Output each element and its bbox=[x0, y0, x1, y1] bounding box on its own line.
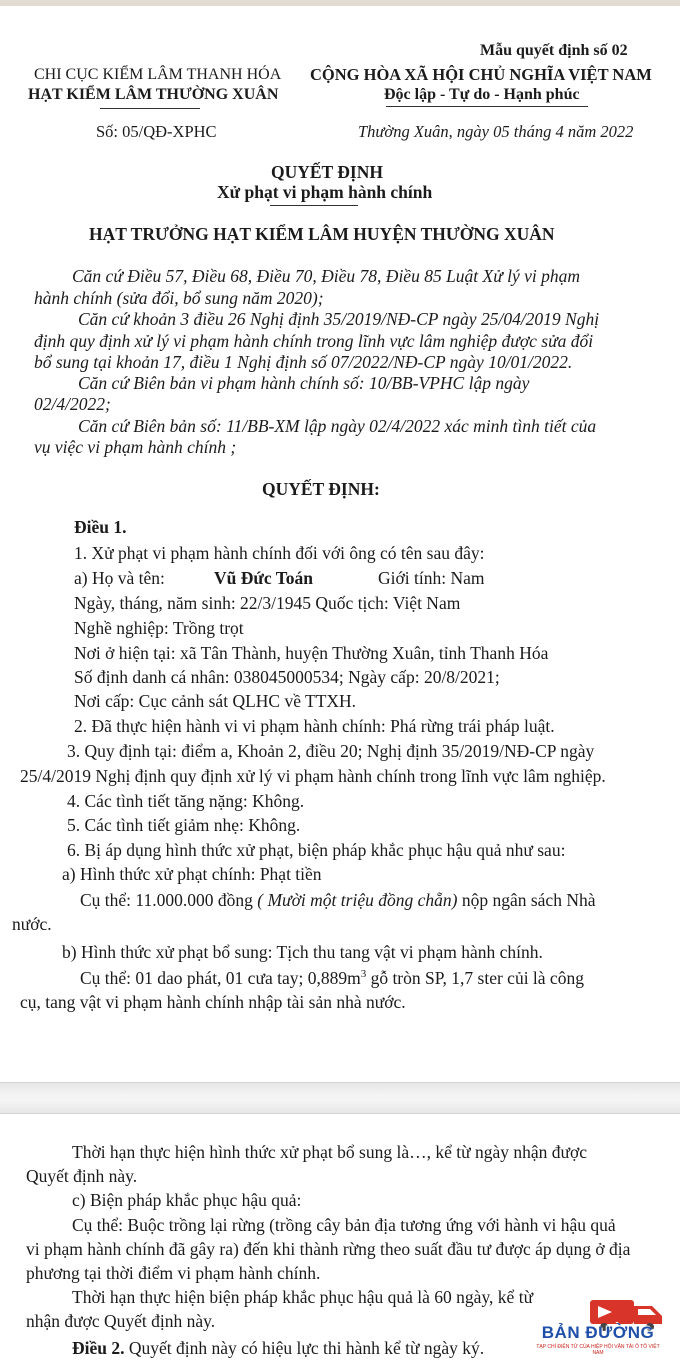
watermark-tagline: TẠP CHÍ ĐIỆN TỬ CỦA HIỆP HỘI VẬN TẢI Ô TÔ VIỆT NAM bbox=[536, 1344, 660, 1356]
fine-line-cont: nước. bbox=[12, 914, 52, 934]
birth-nationality: Ngày, tháng, năm sinh: 22/3/1945 Quốc tịch: Việt Nam bbox=[74, 593, 461, 613]
watermark-name: BẢN ĐƯỜNG bbox=[541, 1323, 655, 1342]
remedy-deadline-line-2: nhận được Quyết định này. bbox=[26, 1311, 216, 1331]
preamble-line-7: 02/4/2022; bbox=[34, 394, 111, 414]
article-1-intro: 1. Xử phạt vi phạm hành chính đối với ông có tên sau đây: bbox=[74, 543, 485, 563]
deadline-line-1: Thời hạn thực hiện hình thức xử phạt bổ sung là…, kể từ ngày nhận được bbox=[72, 1142, 588, 1162]
place-date: Thường Xuân, ngày 05 tháng 4 năm 2022 bbox=[358, 122, 634, 141]
name-label: a) Họ và tên: bbox=[74, 568, 165, 588]
violation: 2. Đã thực hiện hành vi vi phạm hành chính: Phá rừng trái pháp luật. bbox=[74, 716, 555, 736]
preamble-line-9: vụ việc vi phạm hành chính ; bbox=[34, 437, 237, 457]
document-heading: QUYẾT ĐỊNH bbox=[271, 162, 383, 182]
article-2-line bbox=[72, 1337, 484, 1359]
mitigating: 5. Các tình tiết giảm nhẹ: Không. bbox=[67, 815, 301, 835]
regulation-line-1: 3. Quy định tại: điểm a, Khoản 2, điều 20; Nghị định 35/2019/NĐ-CP ngày bbox=[67, 741, 595, 761]
decision-heading: QUYẾT ĐỊNH: bbox=[262, 479, 380, 499]
name-value: Vũ Đức Toán bbox=[214, 568, 314, 588]
extra-detail-cont: cụ, tang vật vi phạm hành chính nhập tài sản nhà nước. bbox=[20, 992, 406, 1012]
remedy-deadline-line-1: Thời hạn thực hiện biện pháp khắc phục hậu quả là 60 ngày, kể từ bbox=[72, 1287, 534, 1307]
occupation: Nghề nghiệp: Trồng trọt bbox=[74, 618, 244, 638]
issuing-authority: HẠT TRƯỞNG HẠT KIỂM LÂM HUYỆN THƯỜNG XUÂN bbox=[89, 224, 555, 244]
id-number: Số định danh cá nhân: 038045000534; Ngày cấp: 20/8/2021; bbox=[74, 667, 500, 687]
remedy-heading: c) Biện pháp khắc phục hậu quả: bbox=[72, 1190, 302, 1210]
document-number: Số: 05/QĐ-XPHC bbox=[96, 122, 217, 141]
preamble-line-6: Căn cứ Biên bản vi phạm hành chính số: 10/BB-VPHC lập ngày bbox=[78, 373, 530, 393]
extra-penalty: b) Hình thức xử phạt bổ sung: Tịch thu tang vật vi phạm hành chính. bbox=[62, 942, 543, 962]
cubic-superscript: 3 bbox=[360, 968, 367, 981]
preamble-line-8: Căn cứ Biên bản số: 11/BB-XM lập ngày 02/4/2022 xác minh tình tiết của bbox=[78, 416, 597, 436]
agency-underline bbox=[100, 108, 200, 109]
preamble-line-3: Căn cứ khoản 3 điều 26 Nghị định 35/2019/NĐ-CP ngày 25/04/2019 Nghị bbox=[78, 309, 600, 329]
preamble-line-4: định quy định xử lý vi phạm hành chính trong lĩnh vực lâm nghiệp được sửa đổi bbox=[34, 331, 594, 351]
motto: Độc lập - Tự do - Hạnh phúc bbox=[384, 86, 580, 103]
fine-in-words: ( Mười một triệu đồng chẵn) bbox=[257, 890, 458, 910]
agency-name: HẠT KIỂM LÂM THƯỜNG XUÂN bbox=[28, 86, 279, 103]
deadline-line-2: Quyết định này. bbox=[26, 1166, 138, 1186]
page-separator bbox=[0, 1082, 680, 1114]
gender: Giới tính: Nam bbox=[378, 568, 485, 588]
motto-underline bbox=[386, 106, 588, 107]
regulation-line-2: 25/4/2019 Nghị định quy định xử lý vi phạm hành chính trong lĩnh vực lâm nghiệp. bbox=[20, 766, 606, 786]
nation-title: CỘNG HÒA XÃ HỘI CHỦ NGHĨA VIỆT NAM bbox=[310, 65, 652, 84]
remedy-line-2: vi phạm hành chính đã gây ra) đến khi thành rừng theo suất đầu tư được áp dụng ở địa bbox=[26, 1239, 631, 1259]
article-2-label: Điều 2. bbox=[72, 1338, 125, 1358]
watermark-logo bbox=[532, 1296, 672, 1356]
article-2-text: Quyết định này có hiệu lực thi hành kể từ ngày ký. bbox=[128, 1338, 485, 1358]
agency-parent: CHI CỤC KIỂM LÂM THANH HÓA bbox=[34, 66, 282, 83]
fine-destination: nộp ngân sách Nhà bbox=[461, 890, 596, 910]
remedy-line-3: phương tại thời điểm vi phạm hành chính. bbox=[26, 1263, 321, 1283]
extra-detail-a: Cụ thể: 01 dao phát, 01 cưa tay; 0,889m bbox=[80, 968, 361, 988]
form-number: Mẫu quyết định số 02 bbox=[480, 42, 628, 59]
fine-amount: Cụ thể: 11.000.000 đồng bbox=[80, 890, 253, 910]
subheading-underline bbox=[270, 205, 358, 206]
aggravating: 4. Các tình tiết tăng nặng: Không. bbox=[67, 791, 305, 811]
preamble-line-2: hành chính (sửa đổi, bổ sung năm 2020); bbox=[34, 288, 324, 308]
main-penalty: a) Hình thức xử phạt chính: Phạt tiền bbox=[62, 864, 322, 884]
remedy-line-1: Cụ thể: Buộc trồng lại rừng (trồng cây bản địa tương ứng với hành vi hậu quả bbox=[72, 1215, 616, 1235]
preamble-line-5: bổ sung tại khoản 17, điều 1 Nghị định số 07/2022/NĐ-CP ngày 10/01/2022. bbox=[34, 352, 573, 372]
article-1-heading: Điều 1. bbox=[74, 517, 127, 537]
document-subheading: Xử phạt vi phạm hành chính bbox=[217, 182, 433, 202]
preamble-line-1: Căn cứ Điều 57, Điều 68, Điều 70, Điều 78, Điều 85 Luật Xử lý vi phạm bbox=[72, 266, 581, 286]
issued-by: Nơi cấp: Cục cảnh sát QLHC về TTXH. bbox=[74, 691, 357, 711]
extra-detail-b: gỗ tròn SP, 1,7 ster củi là công bbox=[370, 968, 584, 988]
extra-detail-line bbox=[80, 967, 584, 989]
fine-line bbox=[80, 889, 595, 911]
measures: 6. Bị áp dụng hình thức xử phạt, biện pháp khắc phục hậu quả như sau: bbox=[67, 840, 566, 860]
residence: Nơi ở hiện tại: xã Tân Thành, huyện Thường Xuân, tỉnh Thanh Hóa bbox=[74, 643, 549, 663]
